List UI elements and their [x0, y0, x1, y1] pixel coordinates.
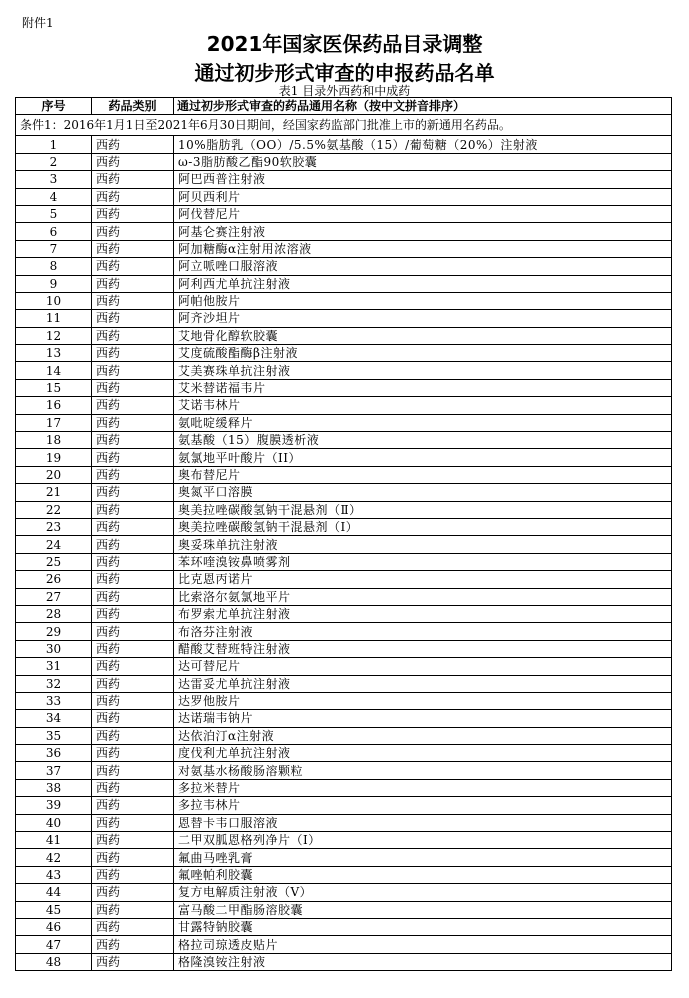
row-drug-name: 奥美拉唑碳酸氢钠干混悬剂（Ⅱ）: [174, 501, 672, 518]
row-number: 38: [16, 779, 92, 796]
row-number: 44: [16, 884, 92, 901]
table-row: [16, 832, 672, 849]
table-row: [16, 623, 672, 640]
row-category: 西药: [92, 866, 174, 883]
row-number: 27: [16, 588, 92, 605]
row-number: 15: [16, 379, 92, 396]
row-number: 3: [16, 171, 92, 188]
row-category: 西药: [92, 258, 174, 275]
table-row: [16, 710, 672, 727]
row-drug-name: 阿加糖酶α注射用浓溶液: [174, 240, 672, 257]
row-drug-name: 对氨基水杨酸肠溶颗粒: [174, 762, 672, 779]
table-row: [16, 292, 672, 309]
row-category: 西药: [92, 797, 174, 814]
row-drug-name: 奥妥珠单抗注射液: [174, 536, 672, 553]
row-drug-name: ω-3脂肪酸乙酯90软胶囊: [174, 153, 672, 170]
row-drug-name: 奥氮平口溶膜: [174, 484, 672, 501]
table-row: [16, 501, 672, 518]
row-drug-name: 多拉韦林片: [174, 797, 672, 814]
row-number: 37: [16, 762, 92, 779]
row-category: 西药: [92, 327, 174, 344]
row-drug-name: 阿巴西普注射液: [174, 171, 672, 188]
row-number: 40: [16, 814, 92, 831]
row-number: 7: [16, 240, 92, 257]
row-drug-name: 甘露特钠胶囊: [174, 918, 672, 935]
row-category: 西药: [92, 484, 174, 501]
row-number: 42: [16, 849, 92, 866]
row-number: 48: [16, 953, 92, 970]
column-header-category: 药品类别: [92, 98, 174, 115]
row-category: 西药: [92, 814, 174, 831]
row-category: 西药: [92, 397, 174, 414]
row-number: 24: [16, 536, 92, 553]
table-row: [16, 466, 672, 483]
row-category: 西药: [92, 832, 174, 849]
row-number: 41: [16, 832, 92, 849]
page-title-line1: 2021年国家医保药品目录调整: [206, 32, 483, 56]
row-drug-name: 阿贝西利片: [174, 188, 672, 205]
table-row: [16, 553, 672, 570]
row-number: 12: [16, 327, 92, 344]
row-category: 西药: [92, 536, 174, 553]
table-row: [16, 571, 672, 588]
row-number: 32: [16, 675, 92, 692]
row-drug-name: 艾美赛珠单抗注射液: [174, 362, 672, 379]
table-row: [16, 901, 672, 918]
row-category: 西药: [92, 240, 174, 257]
row-category: 西药: [92, 779, 174, 796]
row-number: 34: [16, 710, 92, 727]
row-category: 西药: [92, 153, 174, 170]
row-category: 西药: [92, 692, 174, 709]
row-drug-name: 比索洛尔氨氯地平片: [174, 588, 672, 605]
row-drug-name: 达诺瑞韦钠片: [174, 710, 672, 727]
table-row: [16, 136, 672, 153]
row-category: 西药: [92, 449, 174, 466]
row-category: 西药: [92, 727, 174, 744]
table-caption: 表1 目录外西药和中成药: [278, 84, 411, 98]
table-row: [16, 849, 672, 866]
row-drug-name: 艾诺韦林片: [174, 397, 672, 414]
column-header-number: 序号: [16, 98, 92, 115]
row-number: 26: [16, 571, 92, 588]
table-row: [16, 866, 672, 883]
row-drug-name: 达罗他胺片: [174, 692, 672, 709]
table-row: [16, 484, 672, 501]
table-row: [16, 449, 672, 466]
row-category: 西药: [92, 518, 174, 535]
column-header-name: 通过初步形式审查的药品通用名称（按中文拼音排序）: [174, 98, 672, 115]
table-row: [16, 536, 672, 553]
row-drug-name: 格拉司琼透皮贴片: [174, 936, 672, 953]
row-drug-name: 复方电解质注射液（V）: [174, 884, 672, 901]
row-number: 6: [16, 223, 92, 240]
drug-list-table: [15, 97, 672, 971]
row-number: 28: [16, 605, 92, 622]
row-drug-name: 氟曲马唑乳膏: [174, 849, 672, 866]
row-drug-name: 达雷妥尤单抗注射液: [174, 675, 672, 692]
row-number: 36: [16, 745, 92, 762]
table-row: [16, 797, 672, 814]
row-category: 西药: [92, 292, 174, 309]
row-number: 13: [16, 345, 92, 362]
row-number: 39: [16, 797, 92, 814]
row-number: 21: [16, 484, 92, 501]
row-drug-name: 阿基仑赛注射液: [174, 223, 672, 240]
row-number: 2: [16, 153, 92, 170]
row-category: 西药: [92, 675, 174, 692]
row-category: 西药: [92, 745, 174, 762]
table-row: [16, 153, 672, 170]
row-drug-name: 多拉米替片: [174, 779, 672, 796]
row-drug-name: 氨基酸（15）腹膜透析液: [174, 432, 672, 449]
table-row: [16, 188, 672, 205]
table-row: [16, 275, 672, 292]
table-row: [16, 745, 672, 762]
table-row: [16, 327, 672, 344]
row-drug-name: 艾地骨化醇软胶囊: [174, 327, 672, 344]
row-category: 西药: [92, 953, 174, 970]
row-drug-name: 氨氯地平叶酸片（II）: [174, 449, 672, 466]
row-category: 西药: [92, 658, 174, 675]
row-drug-name: 10%脂肪乳（OO）/5.5%氨基酸（15）/葡萄糖（20%）注射液: [174, 136, 672, 153]
row-number: 43: [16, 866, 92, 883]
row-category: 西药: [92, 588, 174, 605]
table-row: [16, 205, 672, 222]
table-row: [16, 379, 672, 396]
row-number: 25: [16, 553, 92, 570]
row-number: 8: [16, 258, 92, 275]
row-number: 46: [16, 918, 92, 935]
page-title-line2: 通过初步形式审查的申报药品名单: [194, 61, 495, 85]
table-row: [16, 675, 672, 692]
row-number: 31: [16, 658, 92, 675]
row-number: 9: [16, 275, 92, 292]
table-row: [16, 432, 672, 449]
row-category: 西药: [92, 884, 174, 901]
row-number: 29: [16, 623, 92, 640]
table-row: [16, 640, 672, 657]
row-category: 西药: [92, 345, 174, 362]
row-category: 西药: [92, 623, 174, 640]
row-drug-name: 格隆溴铵注射液: [174, 953, 672, 970]
row-drug-name: 达可替尼片: [174, 658, 672, 675]
table-row: [16, 936, 672, 953]
table-row: [16, 762, 672, 779]
row-number: 16: [16, 397, 92, 414]
row-number: 33: [16, 692, 92, 709]
row-number: 5: [16, 205, 92, 222]
table-row: [16, 362, 672, 379]
row-drug-name: 阿帕他胺片: [174, 292, 672, 309]
row-number: 4: [16, 188, 92, 205]
row-number: 30: [16, 640, 92, 657]
row-drug-name: 度伐利尤单抗注射液: [174, 745, 672, 762]
table-row: [16, 779, 672, 796]
table-row: [16, 658, 672, 675]
row-drug-name: 艾度硫酸酯酶β注射液: [174, 345, 672, 362]
table-row: [16, 223, 672, 240]
row-drug-name: 恩替卡韦口服溶液: [174, 814, 672, 831]
row-number: 14: [16, 362, 92, 379]
row-category: 西药: [92, 223, 174, 240]
row-drug-name: 阿利西尤单抗注射液: [174, 275, 672, 292]
condition-text: 条件1：2016年1月1日至2021年6月30日期间，经国家药监部门批准上市的新通用名药品。: [16, 115, 672, 136]
row-number: 20: [16, 466, 92, 483]
row-drug-name: 氨吡啶缓释片: [174, 414, 672, 431]
row-number: 10: [16, 292, 92, 309]
table-row: [16, 814, 672, 831]
row-drug-name: 富马酸二甲酯肠溶胶囊: [174, 901, 672, 918]
row-number: 47: [16, 936, 92, 953]
row-drug-name: 奥布替尼片: [174, 466, 672, 483]
table-row: [16, 240, 672, 257]
row-category: 西药: [92, 205, 174, 222]
table-row: [16, 727, 672, 744]
row-drug-name: 艾米替诺福韦片: [174, 379, 672, 396]
row-category: 西药: [92, 188, 174, 205]
row-category: 西药: [92, 362, 174, 379]
row-number: 19: [16, 449, 92, 466]
row-category: 西药: [92, 762, 174, 779]
row-drug-name: 氟唑帕利胶囊: [174, 866, 672, 883]
table-row: [16, 588, 672, 605]
row-drug-name: 达依泊汀α注射液: [174, 727, 672, 744]
row-category: 西药: [92, 379, 174, 396]
row-category: 西药: [92, 710, 174, 727]
row-category: 西药: [92, 432, 174, 449]
row-category: 西药: [92, 849, 174, 866]
row-category: 西药: [92, 171, 174, 188]
row-drug-name: 阿伐替尼片: [174, 205, 672, 222]
table-header-row: [16, 98, 672, 115]
table-row: [16, 605, 672, 622]
table-row: [16, 310, 672, 327]
row-number: 1: [16, 136, 92, 153]
row-number: 17: [16, 414, 92, 431]
row-drug-name: 比克恩丙诺片: [174, 571, 672, 588]
table-row: [16, 884, 672, 901]
row-number: 18: [16, 432, 92, 449]
row-category: 西药: [92, 571, 174, 588]
condition-row: [16, 115, 672, 136]
row-number: 35: [16, 727, 92, 744]
row-category: 西药: [92, 136, 174, 153]
row-drug-name: 布罗索尤单抗注射液: [174, 605, 672, 622]
row-drug-name: 奥美拉唑碳酸氢钠干混悬剂（I）: [174, 518, 672, 535]
row-number: 11: [16, 310, 92, 327]
row-number: 22: [16, 501, 92, 518]
row-category: 西药: [92, 901, 174, 918]
row-drug-name: 布洛芬注射液: [174, 623, 672, 640]
row-category: 西药: [92, 553, 174, 570]
table-row: [16, 258, 672, 275]
row-number: 23: [16, 518, 92, 535]
table-row: [16, 953, 672, 970]
row-category: 西药: [92, 310, 174, 327]
row-drug-name: 阿齐沙坦片: [174, 310, 672, 327]
row-drug-name: 二甲双胍恩格列净片（I）: [174, 832, 672, 849]
row-category: 西药: [92, 936, 174, 953]
row-category: 西药: [92, 640, 174, 657]
row-number: 45: [16, 901, 92, 918]
table-row: [16, 692, 672, 709]
row-drug-name: 阿立哌唑口服溶液: [174, 258, 672, 275]
table-row: [16, 918, 672, 935]
row-drug-name: 苯环喹溴铵鼻喷雾剂: [174, 553, 672, 570]
row-category: 西药: [92, 605, 174, 622]
table-row: [16, 518, 672, 535]
row-category: 西药: [92, 501, 174, 518]
row-category: 西药: [92, 275, 174, 292]
row-drug-name: 醋酸艾替班特注射液: [174, 640, 672, 657]
table-row: [16, 397, 672, 414]
table-row: [16, 414, 672, 431]
attachment-label: 附件1: [22, 16, 54, 30]
row-category: 西药: [92, 466, 174, 483]
row-category: 西药: [92, 918, 174, 935]
table-row: [16, 345, 672, 362]
row-category: 西药: [92, 414, 174, 431]
table-row: [16, 171, 672, 188]
